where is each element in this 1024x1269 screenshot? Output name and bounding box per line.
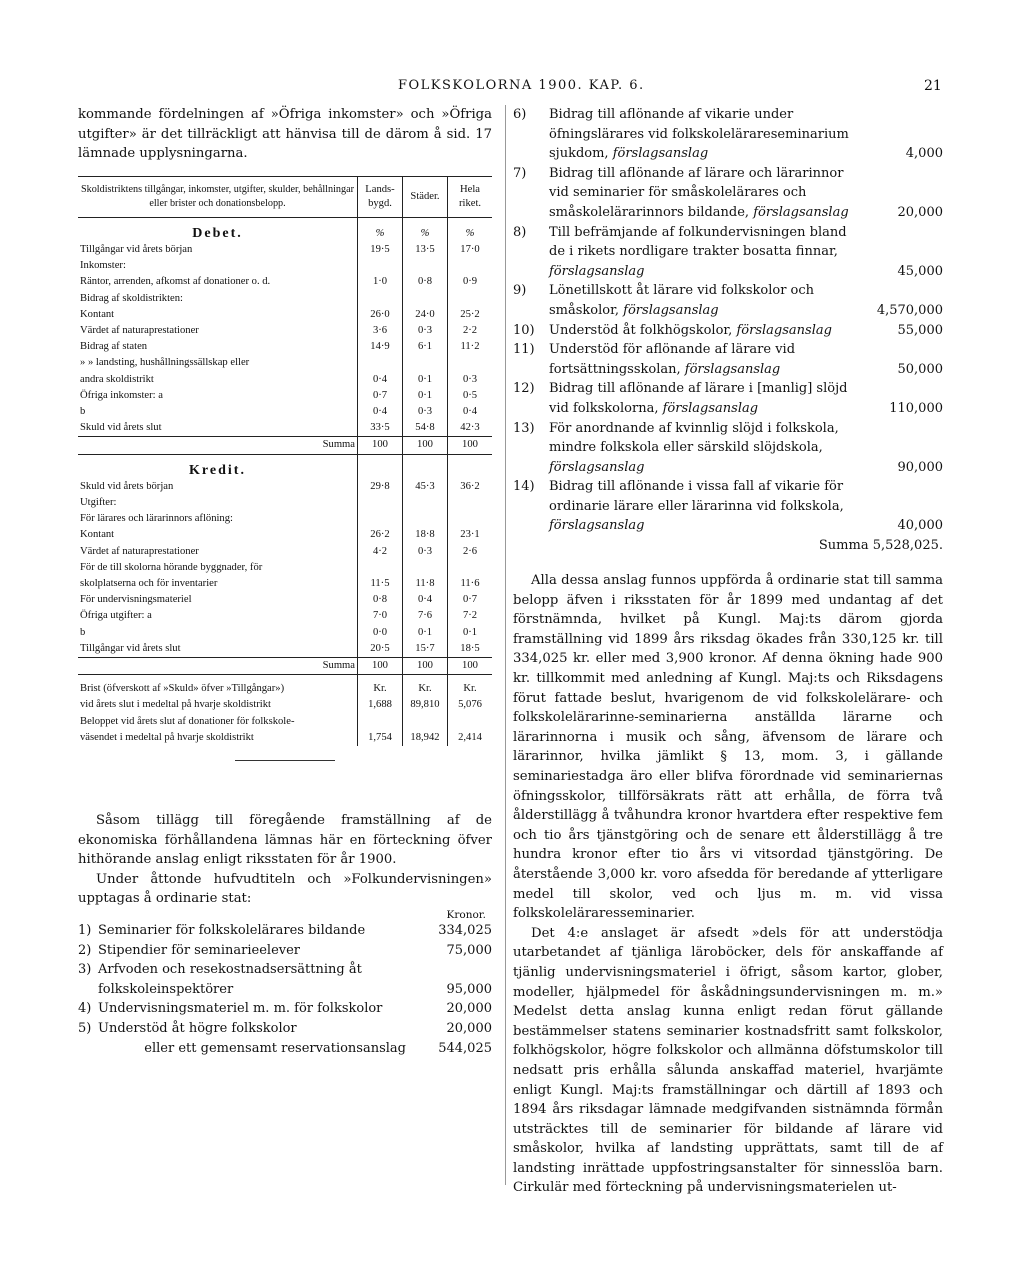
appropriation-number: 11) [513,342,535,358]
debet-value-col2: 0·1 [403,388,448,404]
appropriation-number: 3) [78,962,92,978]
kredit-section [78,454,492,479]
kredit-label: Öfriga utgifter: a [80,610,152,622]
kredit-value-col3: 7·2 [448,608,493,624]
debet-summa-row-label: Summa [78,437,358,454]
kredit-value-col1 [358,560,403,576]
debet-value-col1: 33·5 [358,420,403,437]
kredit-value-col1: 26·2 [358,527,403,543]
debet-value-col3: 0·5 [448,388,493,404]
appropriation-text [549,223,865,282]
appropriation-item [513,164,943,223]
appropriation-amount: 4,000 [905,146,943,162]
appropriation-amount: 50,000 [897,361,943,377]
kredit-section-title: Kredit. [189,462,246,478]
appropriation-type: förslagsanslag [623,302,719,318]
reservation-total-row [78,1039,492,1059]
appropriation-text [98,960,420,999]
kredit-value-col2: 7·6 [403,608,448,624]
deficit-label: Brist (öfverskott af »Skuld» öfver »Tillgångar») [80,683,285,695]
appropriation-text [549,321,865,341]
appropriation-number: 2) [78,942,92,958]
table-header-row [78,176,492,217]
debet-value-col1: 0·4 [358,404,403,420]
kredit-label: skolplatserna och för inventarier [80,578,218,590]
appropriation-label: Bidrag till aflönande af vikarie under öfningslärares vid folkskolelärareseminarium sjukdom, [549,107,849,162]
appropriation-label: Seminarier för folkskolelärares bildande [98,923,366,939]
debet-value-col1 [358,291,403,307]
appropriation-text [98,1019,420,1039]
kredit-summa-row-label: Summa [78,658,358,675]
debet-row [78,242,492,258]
deficit-value-col2: Kr. [403,675,448,698]
kredit-value-col2: 18·8 [403,527,448,543]
debet-label: Skuld vid årets slut [80,422,162,434]
appropriation-label: Understöd åt folkhögskolor, [549,322,733,338]
kredit-value-col2: 11·8 [403,576,448,592]
kredit-section-pct-2 [403,454,448,479]
kredit-value-col3 [448,495,493,511]
debet-row [78,372,492,388]
kredit-section-pct-3 [448,454,493,479]
kredit-value-col1 [358,511,403,527]
reservation-total-value: 544,025 [438,1040,492,1056]
deficit-value-col2: 18,942 [403,730,448,746]
appropriations-paragraph-2: Under åttonde hufvudtiteln och »Folkundervisningen» upptagas å ordinarie stat: [78,871,492,907]
intro-paragraph: kommande fördelningen af »Öfriga inkomster» och »Öfriga utgifter» är det tillräckligt att hänvisa till de därom å sid. 17 lämnade upplysningarna. [78,107,492,162]
kredit-value-col1: 11·5 [358,576,403,592]
appropriation-text [98,999,420,1019]
debet-value-col2 [403,355,448,371]
appropriation-number: 9) [513,283,527,299]
appropriation-item [78,960,492,999]
kronor-label: Kronor. [446,909,486,922]
appropriation-text [549,419,865,478]
debet-value-col2: 0·3 [403,404,448,420]
appropriations-summa: Summa 5,528,025. [818,538,943,554]
kredit-row [78,495,492,511]
appropriation-number: 4) [78,1001,92,1017]
debet-value-col2: 0·8 [403,274,448,290]
kredit-value-col2 [403,511,448,527]
appropriation-label: Stipendier för seminarieelever [98,942,301,958]
debet-value-col3 [448,355,493,371]
kredit-value-col3 [448,560,493,576]
appropriation-amount: 90,000 [897,459,943,475]
appropriation-label: Arfvoden och resekostnadsersättning åt folkskoleinspektörer [98,962,362,997]
kredit-row [78,576,492,592]
appropriation-label: Undervisningsmateriel m. m. för folkskolor [98,1001,383,1017]
debet-value-col2: 0·3 [403,323,448,339]
deficit-value-col1: 1,688 [358,697,403,713]
appropriation-item [513,321,943,341]
appropriation-item [78,941,492,961]
kredit-summa-row-value-col3: 100 [448,658,493,675]
debet-row [78,420,492,437]
debet-value-col3: 11·2 [448,339,493,355]
kredit-label: För de till skolorna hörande byggnader, för [80,561,263,573]
appropriation-label: Understöd för aflönande af lärare vid fortsättningsskolan, [549,342,796,377]
appropriation-amount: 45,000 [897,263,943,279]
appropriations-paragraph-1: Såsom tillägg till föregående framställning af de ekonomiska förhållandena lämnas här en förteckning öfver hithörande anslag enligt riksstaten för år 1900. [78,813,492,868]
appropriations-list-continued [513,105,943,536]
kredit-value-col3: 2·6 [448,544,493,560]
kredit-value-col1: 29·8 [358,479,403,495]
kredit-value-col2: 45·3 [403,479,448,495]
page-number: 21 [924,78,942,94]
appropriation-number: 13) [513,420,535,436]
debet-value-col3: 2·2 [448,323,493,339]
col-header-hela-riket: Hela riket. [448,176,493,217]
kredit-row [78,641,492,658]
appropriation-type: förslagsanslag [549,263,645,279]
appropriation-label: Bidrag till aflönande i vissa fall af vikarie för ordinarie lärare eller lärarinna vid folkskola, [549,479,844,514]
appropriation-text [98,921,420,941]
debet-value-col3: 25·2 [448,307,493,323]
debet-value-col1 [358,355,403,371]
kredit-label: För undervisningsmateriel [80,594,192,606]
kredit-value-col3: 36·2 [448,479,493,495]
appropriation-amount: 20,000 [897,204,943,220]
body-paragraph-1: Alla dessa anslag funnos uppförda å ordinarie stat till samma belopp äfven i riksstaten för år 1899 med undantag af det förstnämnda, hvilket på Kungl. Maj:ts därom gjorda framställning vid 1899 års riksdag ökades från 330,125 kr. till 334,025 kr. eller med 3,900 kronor. Af denna ökning hade 900 kr. tillkommit med anledning af Kungl. Maj:ts och Riksdagens förut fattade beslut, hvarigenom de vid folkskolelärare- och folkskolelärarinne-seminarierna anställda lärarne och lärarinnorna i musik och sång, äfvensom de lärare och lärarinnor, hvilka jämlikt § 13, mom. 3, i gällande seminariestadga äro eller blifva förordnade vid seminariernas öfningsskolor, tillförsäkrats rätt att erhålla, de förra två ålderstillägg å tvåhundra kronor hvartdera efter respektive fem och tio års tjänstgöring och de senare ett ålderstillägg å tre hundra kronor efter tio års vi vitsordad tjänstgöring. De återstående 3,000 kr. voro afsedda för beredande af ytterligare medel till skolor, ved och ljus m. m. vid vissa folkskoleläraresseminarier. [513,573,943,922]
debet-row [78,404,492,420]
deficit-value-col1 [358,714,403,730]
debet-row [78,307,492,323]
kredit-value-col1: 0·0 [358,625,403,641]
kredit-value-col2: 0·1 [403,625,448,641]
deficit-label: Beloppet vid årets slut af donationer för folkskole- [80,715,295,727]
kredit-value-col3: 23·1 [448,527,493,543]
kredit-row [78,544,492,560]
debet-value-col1: 0·4 [358,372,403,388]
debet-label: b [80,406,86,418]
debet-label: Tillgångar vid årets början [80,243,193,255]
col-header-landsbygd: Lands-bygd. [358,176,403,217]
appropriation-text [549,340,865,379]
appropriation-number: 1) [78,923,92,939]
deficit-value-col3: Kr. [448,675,493,698]
debet-label: Inkomster: [80,260,126,272]
debet-summa-row [78,437,492,454]
debet-value-col2: 54·8 [403,420,448,437]
appropriation-label: För anordnande af kvinnlig slöjd i folkskola, mindre folkskola eller särskild slöjdskola, [549,420,839,456]
appropriation-amount: 75,000 [446,942,492,958]
appropriation-item [78,921,492,941]
deficit-value-col1: Kr. [358,675,403,698]
debet-value-col1: 3·6 [358,323,403,339]
debet-row [78,323,492,339]
debet-label: Kontant [80,308,115,320]
kredit-label: Tillgångar vid årets slut [80,642,181,654]
appropriation-label: Understöd åt högre folkskolor [98,1021,297,1037]
debet-section [78,217,492,242]
appropriation-item [513,379,943,418]
appropriation-item [78,999,492,1019]
col-header-stader: Städer. [403,176,448,217]
debet-label: Öfriga inkomster: a [80,389,163,401]
appropriation-text [549,281,865,320]
kredit-value-col3: 0·7 [448,592,493,608]
debet-value-col1: 0·7 [358,388,403,404]
debet-value-col3: 0·4 [448,404,493,420]
debet-value-col1: 19·5 [358,242,403,258]
debet-value-col3 [448,258,493,274]
appropriation-number: 14) [513,479,535,495]
deficit-label: väsendet i medeltal på hvarje skoldistrikt [80,731,254,743]
appropriation-amount: 4,570,000 [876,302,943,318]
debet-label: Räntor, arrenden, afkomst af donationer o. d. [80,276,271,288]
kredit-label: Skuld vid årets början [80,480,174,492]
kredit-summa-row-value-col2: 100 [403,658,448,675]
appropriation-amount: 334,025 [438,923,492,939]
debet-summa-row-value-col2: 100 [403,437,448,454]
kredit-row [78,511,492,527]
appropriation-item [513,223,943,282]
debet-value-col3: 0·3 [448,372,493,388]
kredit-value-col2 [403,560,448,576]
appropriation-item [513,281,943,320]
appropriation-label: Bidrag till aflönande af lärare och lärarinnor vid seminarier för småskolelärares och småskolelärarinnors bildande, [549,165,844,220]
appropriation-item [78,1019,492,1039]
debet-row [78,388,492,404]
kredit-value-col1: 0·8 [358,592,403,608]
appropriation-text [98,941,420,961]
kredit-value-col2: 0·4 [403,592,448,608]
debet-section-pct-2: % [403,217,448,242]
deficit-row [78,714,492,730]
section-divider [235,760,335,761]
kredit-summa-row [78,658,492,675]
debet-value-col1: 14·9 [358,339,403,355]
appropriation-item [513,105,943,164]
debet-summa-row-value-col1: 100 [358,437,403,454]
kredit-label: Värdet af naturaprestationer [80,545,199,557]
deficit-row [78,697,492,713]
kredit-summa-row-value-col1: 100 [358,658,403,675]
kredit-value-col2: 15·7 [403,641,448,658]
kredit-value-col3: 0·1 [448,625,493,641]
debet-section-pct-3: % [448,217,493,242]
deficit-value-col3 [448,714,493,730]
appropriation-amount: 55,000 [897,322,943,338]
appropriation-label: Lönetillskott åt lärare vid folkskolor och småskolor, [549,283,815,318]
appropriation-amount: 95,000 [446,981,492,997]
deficit-row [78,675,492,698]
debet-label: Värdet af naturaprestationer [80,325,199,336]
deficit-value-col2 [403,714,448,730]
appropriation-text [549,379,865,418]
debet-value-col2: 0·1 [403,372,448,388]
appropriation-label: Bidrag till aflönande af lärare i [manlig] slöjd vid folkskolorna, [549,381,848,416]
debet-label: Bidrag af staten [80,341,148,353]
debet-value-col1 [358,258,403,274]
deficit-value-col1: 1,754 [358,730,403,746]
debet-value-col3: 0·9 [448,274,493,290]
appropriation-amount: 20,000 [446,1001,492,1017]
appropriation-text [549,105,865,164]
appropriation-text [549,477,865,536]
deficit-label: vid årets slut i medeltal på hvarje skoldistrikt [80,699,271,711]
left-column [78,105,492,1058]
debet-value-col1: 1·0 [358,274,403,290]
kredit-value-col1: 4·2 [358,544,403,560]
appropriation-type: förslagsanslag [684,361,781,377]
reservation-total-label: eller ett gemensamt reservationsanslag [144,1040,406,1056]
appropriation-type: förslagsanslag [662,400,759,416]
kredit-value-col2: 0·3 [403,544,448,560]
appropriation-amount: 20,000 [446,1021,492,1037]
debet-value-col2 [403,258,448,274]
debet-row [78,274,492,290]
appropriation-item [513,477,943,536]
debet-value-col2: 24·0 [403,307,448,323]
debet-label: » » landsting, hushållningssällskap eller [80,357,250,369]
appropriations-list [78,921,492,1039]
body-paragraph-2: Det 4:e anslaget är afsedt »dels för att understödja utarbetandet af tjänliga läroböcker, dels för anskaffande af tjänlig undervisningsmateriel i öfrigt, såsom kartor, glober, modeller, hjälpmedel för åskådningsundervisningen m. m.» Medelst detta anslag kunna enligt redan förut gällande bestämmelser statens seminarier kostnadsfritt samt folkskolor, folkhögskolor, högre folkskolor och allmänna döfstumskolor till nedsatt pris erhålla sålunda anskaffad materiel, hvarjämte enligt Kungl. Maj:ts framställningar och därtill af 1893 och 1894 års riksdagar lämnade medgifvanden sistnämnda förmån utsträcktes till de seminarier för bildande af lärare vid småskolor, hvilka af landsting upprättats, samt till de af landsting inrättade uppfostringsanstalter för sinnesslöa barn. Cirkulär med förteckning på undervisningsmaterielen ut- [513,925,943,1196]
debet-value-col3 [448,291,493,307]
deficit-row [78,730,492,746]
kredit-label: Utgifter: [80,497,117,509]
deficit-value-col3: 2,414 [448,730,493,746]
debet-row [78,355,492,371]
debet-label: Bidrag af skoldistrikten: [80,292,183,304]
kredit-section-pct-1 [358,454,403,479]
kredit-label: Kontant [80,529,115,541]
debet-row [78,291,492,307]
kredit-value-col3: 11·6 [448,576,493,592]
appropriation-number: 10) [513,322,535,338]
appropriation-type: förslagsanslag [736,322,832,338]
debet-label: andra skoldistrikt [80,373,154,385]
deficit-value-col2: 89,810 [403,697,448,713]
appropriation-type: förslagsanslag [549,518,645,534]
kredit-row [78,592,492,608]
appropriation-amount: 110,000 [889,400,943,416]
kredit-value-col3 [448,511,493,527]
debet-value-col2: 6·1 [403,339,448,355]
debet-summa-row-value-col3: 100 [448,437,493,454]
kredit-row [78,625,492,641]
kredit-value-col1: 7·0 [358,608,403,624]
kredit-value-col3: 18·5 [448,641,493,658]
appropriation-label: Till befrämjande af folkundervisningen bland de i rikets nordligare trakter bosatta finnar, [549,224,847,260]
appropriation-amount: 40,000 [897,518,943,534]
debet-row [78,339,492,355]
column-divider [505,105,506,1185]
debet-row [78,258,492,274]
appropriation-number: 6) [513,107,527,122]
appropriation-number: 12) [513,381,535,397]
deficit-value-col3: 5,076 [448,697,493,713]
kredit-row [78,527,492,543]
appropriation-item [513,340,943,379]
appropriation-type: förslagsanslag [612,146,709,162]
debet-section-title: Debet. [192,225,243,241]
appropriation-text [549,164,865,223]
kredit-label: För lärares och lärarinnors aflöning: [80,513,233,525]
debet-value-col3: 17·0 [448,242,493,258]
kredit-value-col1 [358,495,403,511]
appropriation-number: 8) [513,224,527,240]
debet-value-col3: 42·3 [448,420,493,437]
kredit-label: b [80,626,86,638]
running-header [0,78,1024,98]
appropriation-type: förslagsanslag [753,204,849,220]
appropriation-number: 7) [513,165,527,181]
debet-value-col1: 26·0 [358,307,403,323]
finance-table [78,176,492,746]
kredit-row [78,560,492,576]
kredit-row [78,608,492,624]
kredit-value-col2 [403,495,448,511]
appropriation-number: 5) [78,1021,92,1037]
debet-value-col2 [403,291,448,307]
kredit-value-col1: 20·5 [358,641,403,658]
debet-section-pct-1: % [358,217,403,242]
appropriation-item [513,419,943,478]
kredit-row [78,479,492,495]
right-column [513,105,943,1198]
appropriation-type: förslagsanslag [549,459,645,475]
debet-value-col2: 13·5 [403,242,448,258]
table-header-label: Skoldistriktens tillgångar, inkomster, utgifter, skulder, behållningar eller brister och donationsbelopp. [78,176,358,217]
header-title: FOLKSKOLORNA 1900. KAP. 6. [398,78,645,93]
